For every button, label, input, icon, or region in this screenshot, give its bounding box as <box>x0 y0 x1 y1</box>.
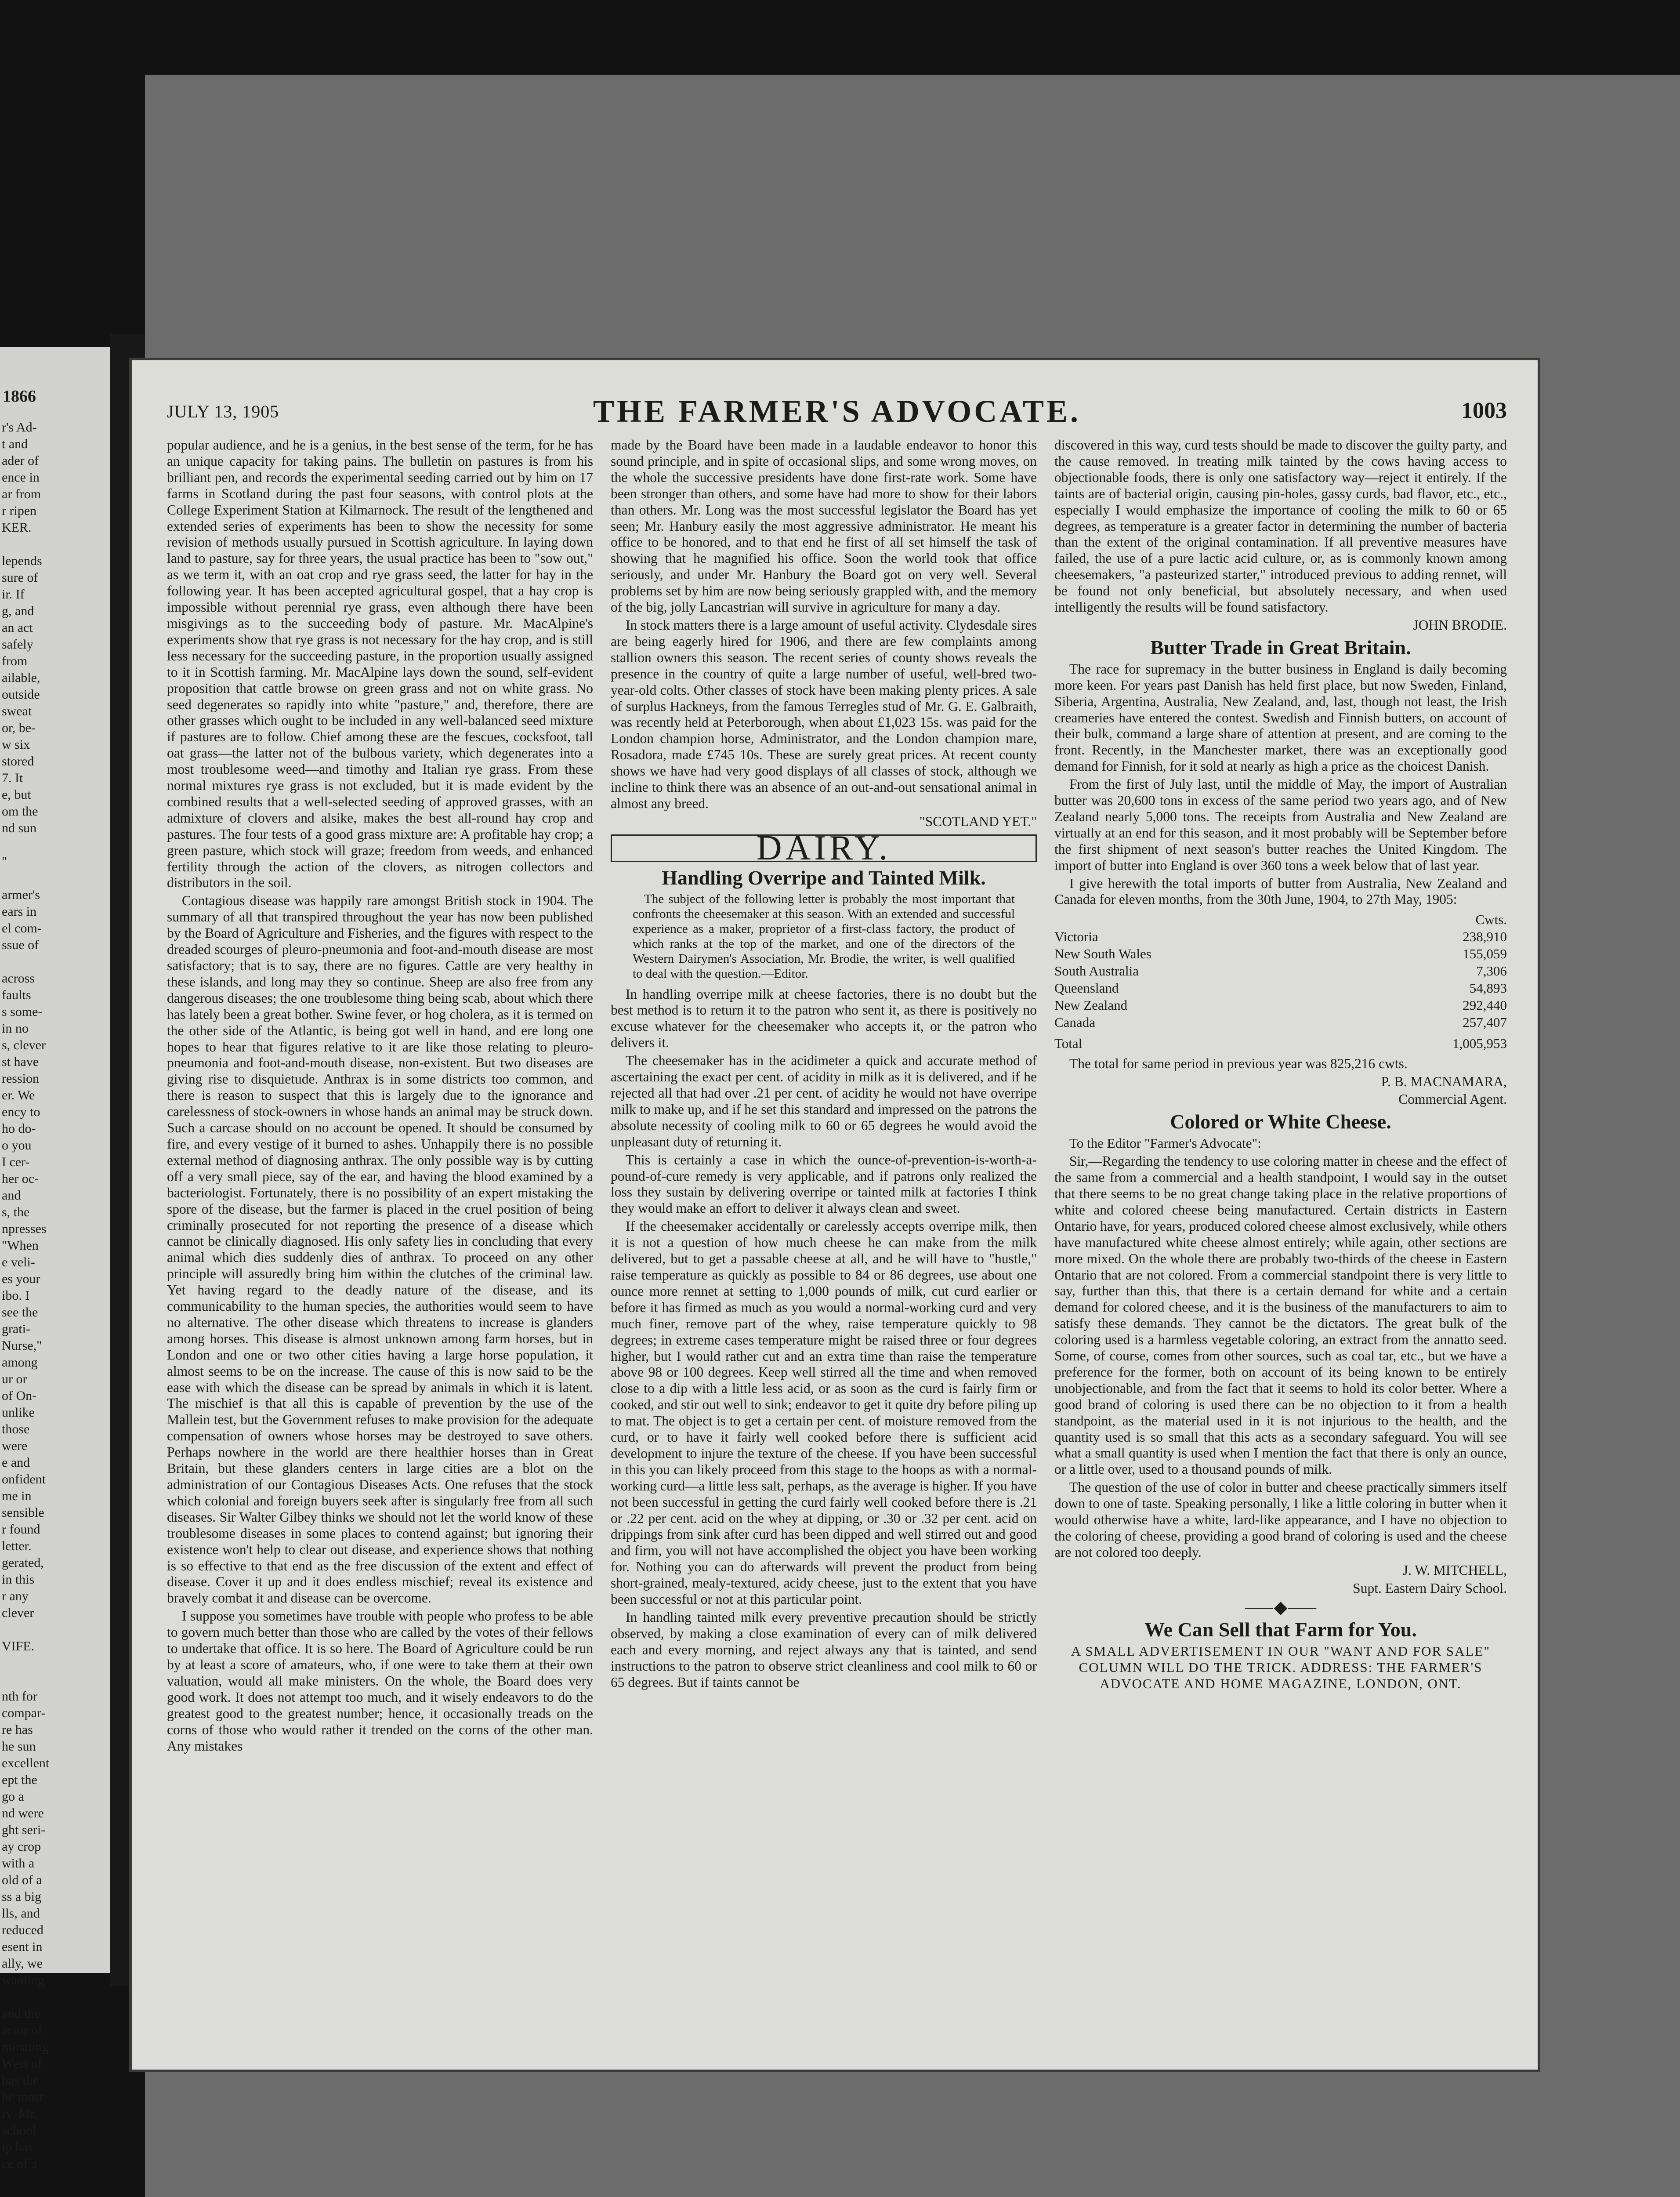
signature-title: Supt. Eastern Dairy School. <box>1353 1580 1507 1596</box>
previous-page-line: nth for <box>2 1689 37 1704</box>
paragraph: The question of the use of color in butter and cheese practically simmers itself down to one of taste. Speaking personally, I like a little coloring in butter when it would otherwise have a white, lard-like appearance, and I have no objection to the coloring of cheese, providing a good brand of coloring is used and the cheese are not colored too deeply. <box>1054 1479 1507 1560</box>
previous-page-line: minating <box>2 2040 49 2054</box>
previous-page-line: armer's <box>2 888 40 902</box>
previous-page-line: ence in <box>2 470 40 485</box>
previous-page-line: ader of <box>2 453 39 468</box>
signature: P. B. MACNAMARA, <box>1381 1073 1507 1089</box>
previous-page-line <box>0 953 110 970</box>
newspaper-page <box>132 360 1538 2070</box>
previous-page-line: has the <box>2 2073 39 2088</box>
paragraph: In stock matters there is a large amount of useful activity. Clydesdale sires are being eagerly hired for 1906, and there are few complaints among stallion owners this season. The recent series of county shows reveals the presence in the country of quite a large number of useful, well-bred two-year-old colts. Other classes of stock have been making plenty prices. A sale of surplus Hackneys, from the famous Terregles stud of Mr. G. E. Galbraith, was recently held at Peterborough, when about £1,023 15s. was paid for the London champion horse, Administrator, and the London champion mare, Rosadora, made £745 10s. These are surely great prices. At recent county shows we have had very good displays of all classes of stock, although we incline to think there was an absence of an out-and-out sensational animal in almost any breed. <box>611 617 1037 811</box>
previous-page-line: school <box>2 2123 36 2138</box>
table-header-row <box>1054 911 1507 928</box>
previous-page-line: see the <box>2 1305 38 1320</box>
previous-page-line: in no <box>2 1021 29 1036</box>
previous-page-line: o you <box>2 1138 32 1153</box>
previous-page-line: ho do- <box>2 1121 36 1136</box>
previous-page-line: el com- <box>2 921 42 935</box>
unit-header: Cwts. <box>1475 912 1507 928</box>
previous-page-line: om the <box>2 804 38 819</box>
previous-page-line: reduced <box>2 1923 43 1937</box>
previous-page-line: those <box>2 1422 30 1436</box>
page-number: 1003 <box>1461 398 1507 423</box>
paragraph: popular audience, and he is a genius, in the best sense of the term, for he has an unique capacity for taking pains. The bulletin on pastures is from his brilliant pen, and records the experimental seeding carried out by him on 17 farms in Scotland during the past four seasons, with control plots at the College Experiment Station at Kilmarnock. The result of the lengthened and extended series of experiments has been to show the necessity for some revision of methods usually pursued in Scottish agriculture. In laying down land to pasture, say for three years, the usual practice has been to "sow out," as we term it, with an oat crop and rye grass seed, the latter for hay in the following year. It has been accepted agricultural gospel, that a hay crop is impossible without perennial rye grass, even although there have been misgivings as to the succeeding body of pasture. Mr. MacAlpine's experiments show that rye grass is not necessary for the hay crop, and is still less necessary for the succeeding pasture, in the proportion usually assigned to it in Scottish farming. Mr. MacAlpine lays down the sound, self-evident proposition that cattle browse on green grass and not on white grass. No seed degenerates so rapidly into white "pasture," and, therefore, there are other grasses which ought to be included in any well-balanced seed mixture if pastures are to follow. Chief among these are the fescues, cocksfoot, tall oat grass—the latter not of the bulbous variety, which degenerates into a most troublesome weed—and timothy and Italian rye grass. From these normal mixtures rye grass is not excluded, but it is made evident by the combined results that a well-selected seeding of approved grasses, with an admixture of clovers and alsike, makes the best all-round hay crop and pastures. The four tests of a good grass mixture are: A profitable hay crop; a green pasture, which stock will graze; freedom from weeds, and enhanced fertility through the action of the clovers, as nitrogen collectors and distributors in the soil. <box>167 437 593 891</box>
previous-page-line: ght seri- <box>2 1823 46 1837</box>
previous-page-line: ur or <box>2 1372 27 1386</box>
previous-page-line: KER. <box>2 520 32 535</box>
previous-page-line: ression <box>2 1071 39 1086</box>
previous-page-line: sweat <box>2 704 32 718</box>
previous-page-line: ept the <box>2 1773 37 1787</box>
previous-page-line: e, but <box>2 787 31 802</box>
previous-page-line: 7. It <box>2 771 23 785</box>
article-heading: Handling Overripe and Tainted Milk. <box>662 866 986 889</box>
previous-page-line: Nurse," <box>2 1338 42 1353</box>
previous-page-line: among <box>2 1355 38 1370</box>
row-value: 292,440 <box>1463 997 1507 1013</box>
previous-page-line: s some- <box>2 1004 43 1019</box>
row-label: Victoria <box>1054 929 1098 945</box>
previous-page-line: sure of <box>2 570 38 585</box>
department-heading: DAIRY. <box>611 834 1037 862</box>
table-row <box>1054 928 1507 946</box>
previous-page-line: nd were <box>2 1806 44 1820</box>
previous-page-text <box>0 419 110 2172</box>
previous-page-line: s, clever <box>2 1038 46 1052</box>
previous-page-line: clever <box>2 1606 34 1620</box>
row-label: Canada <box>1054 1014 1095 1030</box>
previous-page-line: ir. If <box>2 587 25 602</box>
previous-page-line: arsor of <box>2 2023 43 2037</box>
previous-page-line: in this <box>2 1572 35 1587</box>
previous-page-line: or, be- <box>2 721 36 735</box>
previous-page-line: es your <box>2 1272 40 1286</box>
paragraph: From the first of July last, until the middle of May, the import of Australian butter was 20,600 tons in excess of the same period two years ago, and of New Zealand nearly 5,000 tons. The receipts from Australia and New Zealand are virtually at an end for this season, and it most probably will be September before the first shipment of next season's butter reaches the United Kingdom. The import of butter into England is over 360 tons a week below that of last year. <box>1054 776 1507 873</box>
previous-page-line: ency to <box>2 1105 40 1119</box>
signature: J. W. MITCHELL, <box>1402 1562 1507 1578</box>
previous-page-line: ss a big <box>2 1889 41 1904</box>
previous-page-line: VIFE. <box>2 1639 35 1653</box>
table-row <box>1054 980 1507 997</box>
previous-page-line: e veli- <box>2 1255 35 1269</box>
signature-title: Commercial Agent. <box>1398 1091 1507 1107</box>
previous-page-line: sensible <box>2 1505 44 1520</box>
previous-page-line <box>0 1671 110 1688</box>
paragraph: I suppose you sometimes have trouble with people who profess to be able to govern much better than those who are called by the votes of their fellows to undertake that office. It is so here. The Board of Agriculture could be run by at least a score of amateurs, who, if one were to take them at their own valuation, would all make ministers. On the whole, the Board does very good work. It does not attempt too much, and it wisely endeavors to do the greatest good to the greatest number; hence, it occasionally treads on the corns of those who would rather it trended on the corns of the other man. Any mistakes <box>167 1608 593 1754</box>
previous-page-line: from <box>2 654 28 668</box>
previous-page-line: and <box>2 1188 21 1203</box>
previous-page-line: st have <box>2 1055 39 1069</box>
previous-page-line: esent in <box>2 1940 43 1954</box>
previous-page-line: nd sun <box>2 821 37 835</box>
masthead: THE FARMER'S ADVOCATE. <box>593 394 1081 429</box>
previous-page-line: ibo. I <box>2 1288 30 1303</box>
paragraph: made by the Board have been made in a laudable endeavor to honor this sound principle, and in spite of occasional slips, and some wrong moves, on the whole the successive presidents have done first-rate work. Some have been stronger than others, and some have had more to show for their labors than others. Mr. Long was the most successful legislator the Board has yet seen; Mr. Hanbury easily the most aggressive administrator. He meant his office to be honored, and to that end he first of all set himself the task of showing that he magnified his office. Soon the world took that office seriously, and under Mr. Hanbury the Board got on very well. Several problems set by him are now being seriously grappled with, and the memory of the big, jolly Lancastrian will survive in agriculture for many a day. <box>611 437 1037 615</box>
previous-page-line: of On- <box>2 1389 37 1403</box>
row-label: South Australia <box>1054 963 1139 979</box>
previous-page-line: outside <box>2 687 40 702</box>
row-value: 7,306 <box>1476 963 1507 979</box>
previous-page-line: lls, and <box>2 1906 40 1921</box>
previous-page-line: ally, we <box>2 1956 43 1971</box>
previous-page-line: r found <box>2 1522 40 1537</box>
column-3 <box>1054 437 1507 2063</box>
previous-page-line: onfident <box>2 1472 46 1486</box>
previous-page-line: letter. <box>2 1539 32 1553</box>
previous-page-line: r any <box>2 1589 29 1603</box>
previous-page-line: ar from <box>2 487 41 501</box>
previous-page-line: her oc- <box>2 1171 39 1186</box>
paragraph: The total for same period in previous year was 825,216 cwts. <box>1069 1055 1408 1071</box>
salutation: To the Editor "Farmer's Advocate": <box>1069 1135 1261 1151</box>
row-value: 54,893 <box>1469 980 1507 996</box>
paragraph: In handling tainted milk every preventive precaution should be strictly observed, by making a close examination of every can of milk delivered each and every morning, and reject always any that is tainted, and send instructions to the patron to observe strict cleanliness and cool milk to 60 or 65 degrees. But if taints cannot be <box>611 1610 1037 1690</box>
article-heading: Butter Trade in Great Britain. <box>1150 636 1411 659</box>
previous-page-line: er. We <box>2 1088 35 1102</box>
butter-import-table <box>1054 911 1507 1052</box>
row-value: 238,910 <box>1463 929 1507 945</box>
previous-page-line: I cer- <box>2 1155 30 1169</box>
paragraph: If the cheesemaker accidentally or carelessly accepts overripe milk, then it is not a question of how much cheese he can make from the milk delivered, but to get a passable cheese at all, and he will have to "hustle," raise temperature as quickly as possible to 84 or 86 degrees, use about one ounce more rennet at setting to 1,000 pounds of milk, cut curd earlier or before it has firmed as much as you would a normal-working curd and very much finer, remove part of the whey, raise temperature quickly to 98 degrees; in extreme cases temperature might be raised three or four degrees higher, but I would rather cut and an extra time than raise the temperature above 98 or 100 degrees. Keep well stirred all the time and when removed close to a dip with a little less acid, or as soon as the curd is fairly firm or cooked, and stir out well to sink; endeavor to get it quite dry before piling up to mat. The object is to get a certain per cent. of moisture removed from the curd, or to have it fairly well cooked before there is sufficient acid development to injure the texture of the cheese. If you have been successful in this you can likely proceed from this stage to the hoops as with a normal-working curd—a little less salt, perhaps, as the average is higher. If you have not been successful in getting the curd fairly well cooked before there is .21 or .22 per cent. acid on the whey at dipping, or .30 or .32 per cent. acid on drippings from sink after curd has been dipped and well stirred out and good and firm, you will not have accomplished the object you have been working for. Nothing you can do afterwards will prevent the product from being short-grained, mealy-textured, acidy cheese, just to the extent that you have been successful or not at this particular point. <box>611 1218 1037 1607</box>
previous-page-line <box>0 1989 110 2005</box>
previous-page-line: old of a <box>2 1873 42 1887</box>
paragraph: discovered in this way, curd tests should be made to discover the guilty party, and the cause removed. In treating milk tainted by the cows having access to objectionable foods, there is only one satisfactory way—reject it entirely. If the taints are of bacterial origin, causing pin-holes, gassy curds, bad flavor, etc., etc., especially I would emphasize the importance of cooling the milk to 60 or 65 degrees, as temperature is a greater factor in determining the number of bacteria than the extent of the original contamination. If all preventive measures have failed, the use of a pure lactic acid culture, or, as is commonly known among cheesemakers, "a pasteurized starter," introduced previous to adding rennet, will be found not only beneficial, but absolutely necessary, and when used intelligently the results will be found satisfactory. <box>1054 437 1507 615</box>
advertisement-text: A SMALL ADVERTISEMENT IN OUR "WANT AND FOR SALE" COLUMN WILL DO THE TRICK. ADDRESS: THE FARMER'S ADVOCATE AND HOME MAGAZINE, LONDON, ONT. <box>1071 1643 1491 1692</box>
paragraph: Sir,—Regarding the tendency to use coloring matter in cheese and the effect of the same from a commercial and a health standpoint, I would say in the outset that there seems to be no great change taking place in the relative proportions of white and colored cheese being manufactured. Certain districts in Eastern Ontario have, for years, produced colored cheese almost exclusively, while others have manufactured white cheese almost entirely; while again, other sections are more mixed. On the whole there are probably two-thirds of the cheese in Eastern Ontario that are not colored. From a commercial standpoint there is very little to say, further than this, that there is a certain demand for white and a certain demand for colored cheese, and it is the business of the manufacturers to aim to satisfy these demands. They cannot be the dictators. The great bulk of the coloring used is a harmless vegetable coloring, an extract from the annatto seed. Some, of course, comes from other sources, such as coal tar, etc., but we have a preference for the former, both on account of its being known to be entirely unobjectionable, and from the fact that it seems to hold its color better. Where a good brand of coloring is used there can be no objection to it from a health standpoint, as the material used in it is not injurious to the health, and the quantity used is so small that this acts as a secondary safeguard. You will see what a small quantity is used when I mention the fact that there is only an ounce, or a little over, used to a thousand pounds of milk. <box>1054 1153 1507 1477</box>
previous-page-line: he most <box>2 2090 43 2104</box>
previous-page-line: an act <box>2 620 33 635</box>
previous-page-line: " <box>2 854 7 869</box>
previous-page-line: compar- <box>2 1706 46 1720</box>
previous-page-edge <box>0 347 110 2171</box>
row-label: New Zealand <box>1054 997 1128 1013</box>
previous-page-line: wanting <box>2 1973 44 1987</box>
paragraph: This is certainly a case in which the ounce-of-prevention-is-worth-a-pound-of-cure remedy is very applicable, and if patrons only realized the loss they sustain by delivering overripe or tainted milk at factories I think they would make an effort to deliver it always clean and sweet. <box>611 1152 1037 1216</box>
previous-page-line: across <box>2 971 35 986</box>
previous-page-line: ry. Mr. <box>2 2106 37 2121</box>
column-1 <box>167 437 593 2063</box>
row-value: 155,059 <box>1463 946 1507 962</box>
signature: "SCOTLAND YET." <box>919 813 1037 829</box>
table-row <box>1054 963 1507 980</box>
paragraph: I give herewith the total imports of butter from Australia, New Zealand and Canada for eleven months, from the 30th June, 1904, to 27th May, 1905: <box>1054 875 1507 907</box>
article-heading: We Can Sell that Farm for You. <box>1144 1618 1417 1641</box>
signature: JOHN BRODIE. <box>1413 617 1507 633</box>
previous-page-line <box>0 870 110 887</box>
previous-page-line: ssue of <box>2 938 39 952</box>
previous-page-line: ce of a <box>2 2157 37 2171</box>
previous-page-line: ip has <box>2 2140 33 2154</box>
previous-page-line: West of <box>2 2056 42 2071</box>
previous-page-line: with a <box>2 1856 35 1871</box>
previous-page-line: ailable, <box>2 671 40 685</box>
previous-page-line: unlike <box>2 1405 35 1420</box>
row-label: New South Wales <box>1054 946 1151 962</box>
previous-page-line: e and <box>2 1455 30 1470</box>
total-value: 1,005,953 <box>1452 1035 1507 1051</box>
editor-intro <box>633 892 1015 981</box>
previous-page-line: he sun <box>2 1739 36 1754</box>
paragraph: In handling overripe milk at cheese factories, there is no doubt but the best method is to return it to the patron who sent it, as there is positively no excuse whatever for the cheesemaker who accepts it, or the patron who delivers it. <box>611 986 1037 1051</box>
previous-page-line <box>0 536 110 553</box>
table-row <box>1054 997 1507 1014</box>
previous-page-line: r's Ad- <box>2 420 37 435</box>
intro-text: The subject of the following letter is probably the most important that confronts the cheesemaker at this season. With an extended and successful experience as a maker, proprietor of a first-class factory, the product of which ranks at the top of the market, and one of the directors of the Western Dairymen's Association, Mr. Brodie, the writer, is well qualified to deal with the question.—Editor. <box>633 892 1015 981</box>
previous-page-line: ay crop <box>2 1839 41 1854</box>
paragraph: Contagious disease was happily rare amongst British stock in 1904. The summary of all that transpired throughout the year has now been published by the Board of Agriculture and Fisheries, and the figures with respect to the dreaded scourges of pleuro-pneumonia and foot-and-mouth disease are most satisfactory; that is to say, there are no figures. Cattle are very healthy in these islands, and long may they so continue. Sheep are also free from any dangerous diseases; the one troublesome thing being scab, about which there has lately been a great bother. Swine fever, or hog cholera, as it is termed on the other side of the Atlantic, is being got well in hand, and ere long one hopes to hear that figures relative to it are like those relating to pleuro-pneumonia and foot-and-mouth disease, non-existent. But two diseases are giving rise to disquietude. Anthrax is in some districts too common, and there is reason to suspect that this is largely due to the ignorance and carelessness of stock-owners in whose hands an animal may be struck down. Such a carcase should on no account be opened. It should be consumed by fire, and every vestige of it burned to ashes. Unhappily there is no possible external method of diagnosing anthrax. The only possible way is by cutting off a very small piece, say of the ear, and having the blood examined by a bacteriologist. Fortunately, there is no possibility of an expert mistaking the spore of the disease, but the farmer is placed in the cruel position of being criminally prosecuted for not reporting the presence of a disease which cannot be clinically diagnosed. His only safety lies in concluding that every animal which dies suddenly dies of anthrax. To proceed on any other principle will assuredly bring him within the clutches of the criminal law. Yet having regard to the deadly nature of the disease, and its communicability to the human species, the authorities would seem to have no alternative. The other disease which threatens to increase is glanders among horses. This disease is almost unknown among farm horses, but in London and one or two other cities having a large horse population, it almost seems to be on the increase. The cause of this is now said to be the ease with which the disease can be spread by animals in which it is latent. The mischief is that all this is capable of prevention by the use of the Mallein test, but the Government refuses to make provision for the adequate compensation of owners whose horses may be destroyed to save others. Perhaps nowhere in the world are there healthier horses than in Great Britain, but these glanders centers in large cities are a blot on the administration of our Contagious Diseases Acts. One refuses that the stock which colonial and foreign buyers seek after is singularly free from all such diseases. Sir Walter Gilbey thinks we should not let the world know of these troublesome diseases in some places to contend against; but ignoring their existence won't help to clear out disease, and experience shows that nothing is so effective to that end as the free discussion of the extent and effect of disease. Cover it up and it does endless mischief; reveal its existence and bravely combat it and disease can be overcome. <box>167 893 593 1606</box>
column-2 <box>611 437 1037 2063</box>
previous-page-line: gerated, <box>2 1555 44 1570</box>
previous-page-line: were <box>2 1439 28 1453</box>
previous-page-line <box>0 837 110 853</box>
paragraph: The race for supremacy in the butter business in England is daily becoming more keen. For years past Danish has held first place, but now Sweden, Finland, Siberia, Argentina, Australia, New Zealand, and, last, though not least, the Irish creameries have entered the contest. Swedish and Finnish butters, on account of their bulk, command a large share of attention at present, and are coming to the front. Recently, in the Manchester market, there was an exceptionally good demand for Finnish, for it sold at nearly as high a price as the choicest Danish. <box>1054 661 1507 774</box>
previous-page-line <box>0 1655 110 1671</box>
previous-page-number: 1866 <box>3 387 36 406</box>
previous-page-line: excellent <box>2 1756 50 1770</box>
previous-page-line: npresses <box>2 1222 47 1236</box>
previous-page-line: re has <box>2 1722 33 1737</box>
previous-page-line: w six <box>2 737 30 752</box>
previous-page-line: grati- <box>2 1322 30 1336</box>
previous-page-line: r ripen <box>2 504 37 518</box>
table-row <box>1054 946 1507 963</box>
previous-page-line: and the <box>2 2006 40 2021</box>
previous-page-line: lepends <box>2 554 42 568</box>
previous-page-line: "When <box>2 1238 39 1253</box>
article-heading: Colored or White Cheese. <box>1170 1110 1391 1133</box>
table-total-row <box>1054 1031 1507 1052</box>
previous-page-line: faults <box>2 988 31 1002</box>
previous-page-line: s, the <box>2 1205 30 1219</box>
ornament-divider: ⸺◆⸺ <box>1244 1597 1318 1617</box>
previous-page-line: ears in <box>2 904 37 919</box>
paragraph: The cheesemaker has in the acidimeter a quick and accurate method of ascertaining the exact per cent. of acidity in milk as it is delivered, and if he rejected all that had over .21 per cent. of acidity he would not have overripe milk to make up, and if he set this standard and impressed on the patrons the absolute necessity of cooling milk to 60 or 65 degrees he would avoid the unpleasant duty of returning it. <box>611 1053 1037 1149</box>
issue-date: JULY 13, 1905 <box>167 402 279 421</box>
page-header <box>167 393 1507 428</box>
row-label: Queensland <box>1054 980 1119 996</box>
row-value: 257,407 <box>1463 1014 1507 1030</box>
previous-page-line: g, and <box>2 604 34 618</box>
previous-page-line: t and <box>2 437 28 451</box>
table-row <box>1054 1014 1507 1031</box>
previous-page-line <box>0 1621 110 1638</box>
previous-page-line: me in <box>2 1489 32 1503</box>
previous-page-line: safely <box>2 637 33 652</box>
previous-page-line: stored <box>2 754 34 769</box>
total-label: Total <box>1054 1035 1083 1051</box>
previous-page-line: go a <box>2 1789 24 1804</box>
